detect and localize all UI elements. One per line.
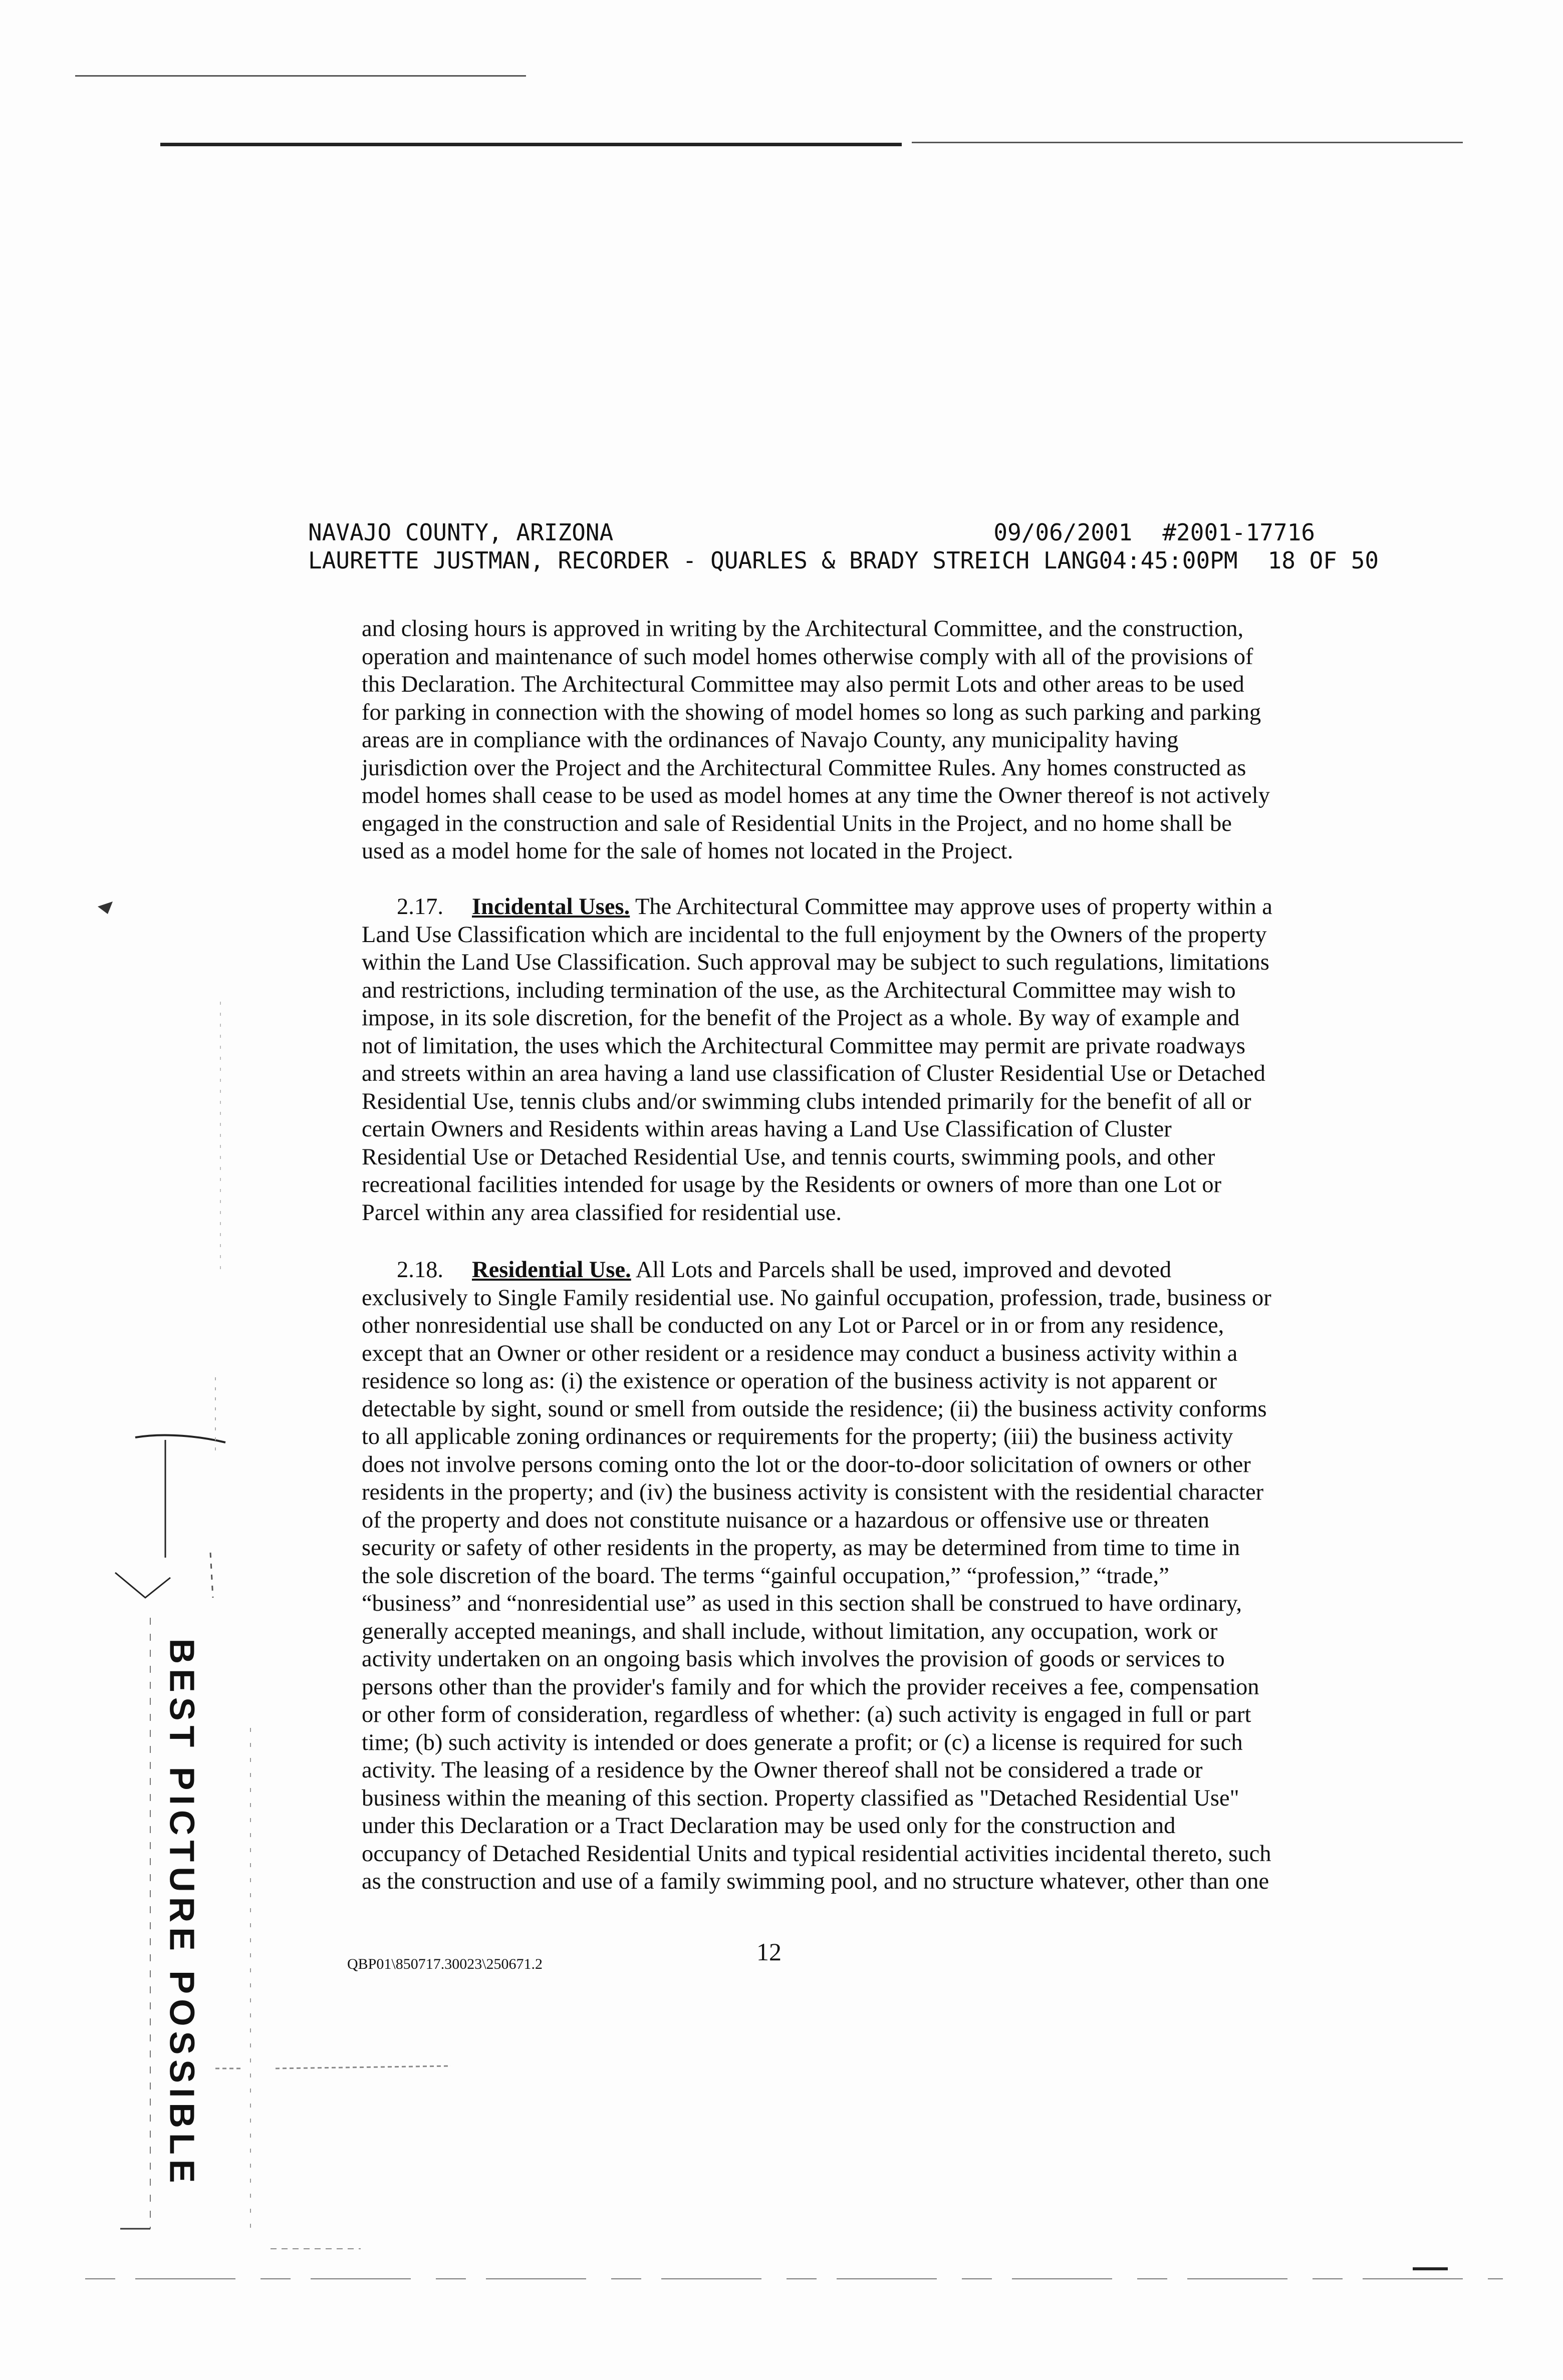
recorder-label: LAURETTE JUSTMAN, RECORDER - QUARLES & BRADY STREICH LANG — [308, 547, 1099, 574]
recording-date: 09/06/2001 — [993, 519, 1133, 546]
scan-artifact-line — [75, 75, 526, 77]
paragraph-text: and closing hours is approved in writing by the Architectural Committee, and the construction, operation and maintenance of such model homes otherwise comply with all of the provisions of this Declaration. The Architectural Committee may also permit Lots and other areas to be used for parking in connection with the showing of model homes so long as such parking and parking areas are in compliance with the ordinances of Navajo County, any municipality having jurisdiction over the Project and the Architectural Committee Rules. Any homes constructed as model homes shall cease to be used as model homes at any time the Owner thereof is not actively engaged in the construction and sale of Residential Units in the Project, and no home shall be used as a model home for the sale of homes not located in the Project. — [362, 616, 1270, 864]
section-title: Incidental Uses. — [472, 894, 630, 920]
section-text: All Lots and Parcels shall be used, improved and devoted exclusively to Single Family residential use. No gainful occupation, profession, trade, business or other nonresidential use shall be conducted on any Lot or Parcel or in or from any residence, except that an Owner or other resident or a residence may conduct a business activity within a residence so long as: (i) the existence or operation of the business activity is not apparent or detectable by sight, sound or smell from outside the residence; (ii) the business activity conforms to all applicable zoning ordinances or requirements for the property; (iii) the business activity does not involve persons coming onto the lot or the door-to-door solicitation of owners or other residents in the property; and (iv) the business activity is consistent with the residential character of the property and does not constitute nuisance or a hazardous or offensive use or threaten security or safety of other residents in the property, as may be determined from time to time in the sole discretion of the board. The terms “gainful occupation,” “profession,” “trade,” “business” and “nonresidential use” as used in this section shall be construed to have ordinary, generally accepted meanings, and shall include, without limitation, any occupation, work or activity undertaken on an ongoing basis which involves the provision of goods or services to persons other than the provider's family and for which the provider receives a fee, compensation or other form of consideration, regardless of whether: (a) such activity is engaged in full or part time; (b) such activity is intended or does generate a profit; or (c) a license is required for such activity. The leasing of a residence by the Owner thereof shall not be considered a trade or business within the meaning of this section. Property classified as "Detached Residential Use" under this Declaration or a Tract Declaration may be used only for the construction and occupancy of Detached Residential Units and typical residential activities incidental thereto, such as the construction and use of a family swimming pool, and no structure whatever, other than one — [362, 1257, 1271, 1894]
page-count: 18 OF 50 — [1267, 547, 1379, 574]
section-number: 2.17. — [397, 894, 443, 920]
section-2-17 — [362, 893, 1273, 1227]
bottom-scan-marks — [0, 2229, 1563, 2289]
recording-time: 04:45:00PM — [1099, 547, 1238, 574]
county-label: NAVAJO COUNTY, ARIZONA — [308, 519, 614, 546]
footer-smudge — [210, 2053, 461, 2084]
page-number: 12 — [756, 1938, 782, 1966]
margin-scan-marks — [0, 876, 351, 2254]
scan-artifact-line — [160, 143, 902, 146]
section-text: The Architectural Committee may approve uses of property within a Land Use Classification which are incidental to the full enjoyment by the Owners of the property within the Land Use Classification. Such approval may be subject to such regulations, limitations and restrictions, including termination of the use, as the Architectural Committee may wish to impose, in its sole discretion, for the benefit of the Project as a whole. By way of example and not of limitation, the uses which the Architectural Committee may permit are private roadways and streets within an area having a land use classification of Cluster Residential Use or Detached Residential Use, tennis clubs and/or swimming clubs intended primarily for the benefit of all or certain Owners and Residents within areas having a Land Use Classification of Cluster Residential Use or Detached Residential Use, and tennis courts, swimming pools, and other recreational facilities intended for usage by the Residents or owners of more than one Lot or Parcel within any area classified for residential use. — [362, 894, 1272, 1226]
document-code: QBP01\850717.30023\250671.2 — [347, 1956, 543, 1972]
stamp-text: BEST PICTURE POSSIBLE — [162, 1638, 202, 2188]
recording-header — [308, 518, 1379, 574]
section-2-18 — [362, 1256, 1273, 1896]
section-number: 2.18. — [397, 1257, 443, 1283]
scan-artifact-line — [912, 142, 1463, 143]
paragraph-continued — [362, 615, 1273, 865]
section-title: Residential Use. — [472, 1257, 631, 1283]
document-number: #2001-17716 — [1162, 519, 1315, 546]
